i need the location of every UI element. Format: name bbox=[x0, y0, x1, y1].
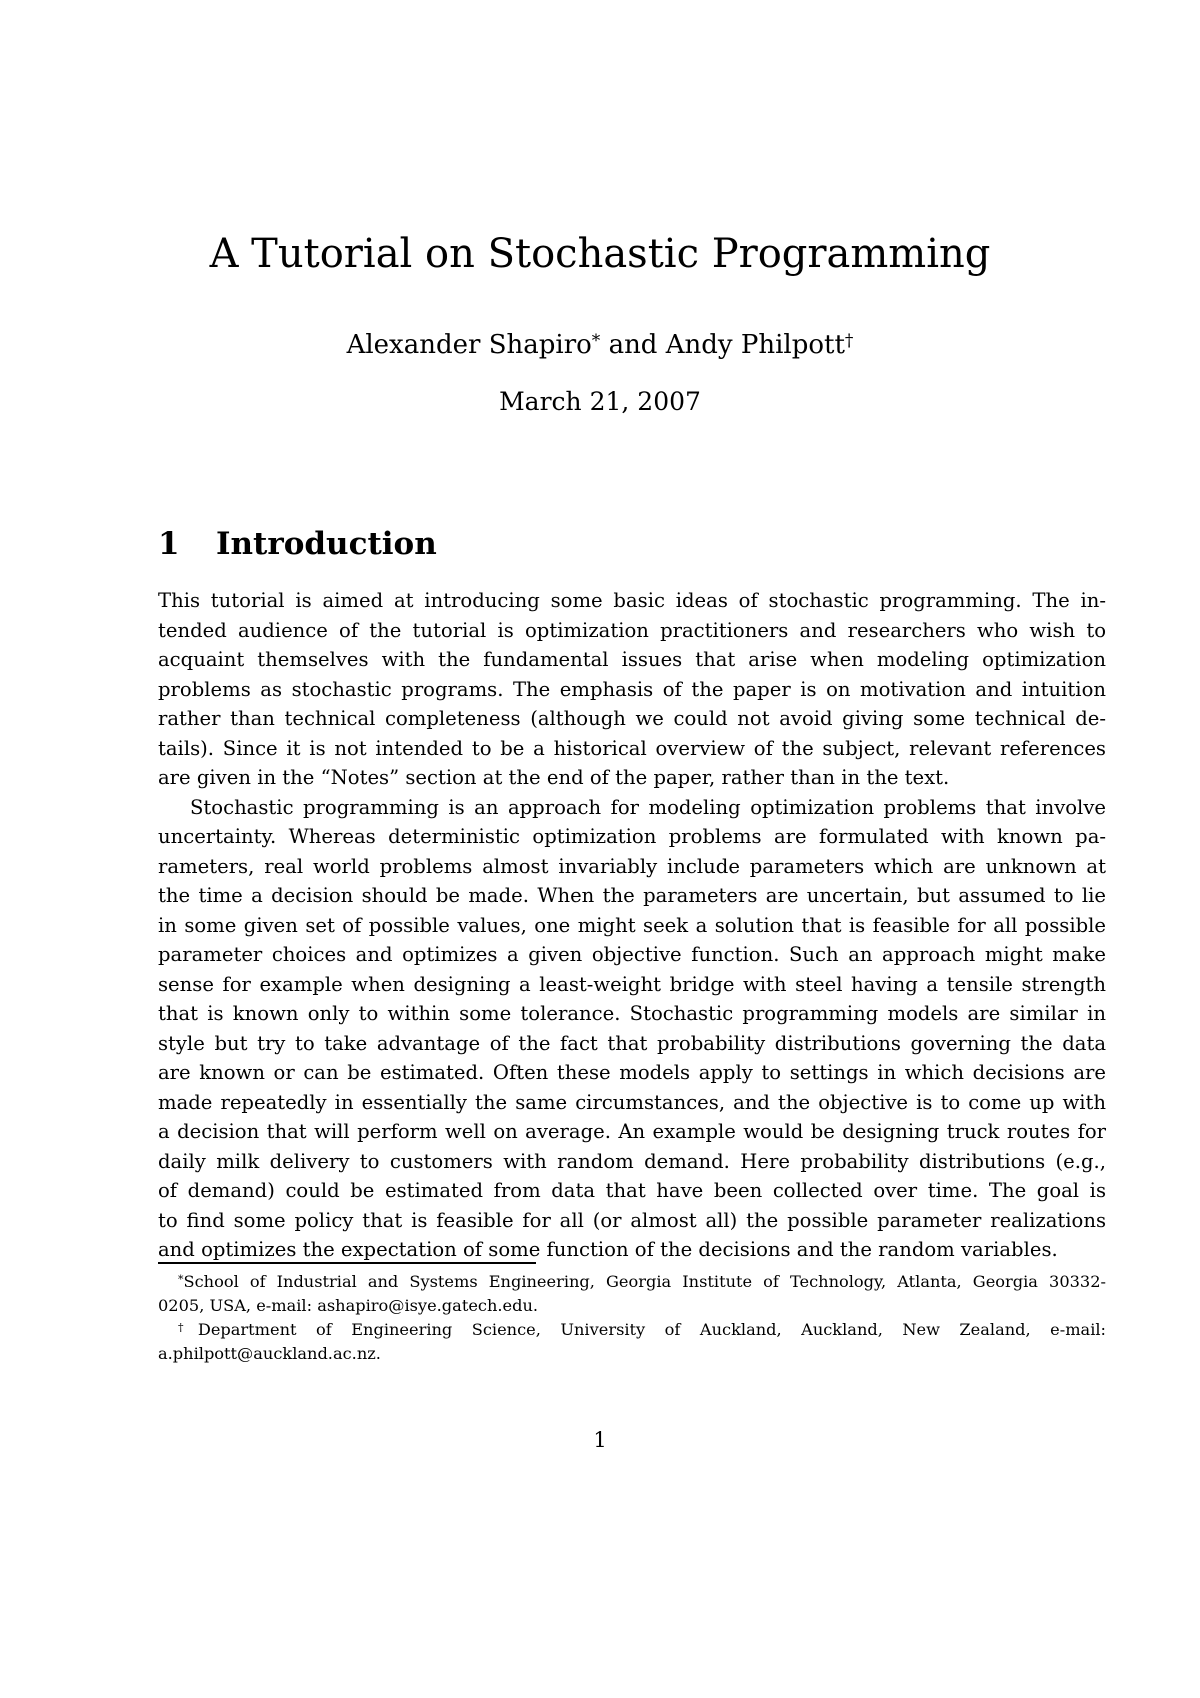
footnote-mark: * bbox=[178, 1273, 184, 1286]
footnote-email-shapiro: 0205, USA, e-mail: ashapiro@isye.gatech.edu. bbox=[158, 1296, 539, 1315]
text-line: rather than technical completeness (although we could not avoid giving some technical de- bbox=[158, 707, 1106, 730]
footnote-affiliation-philpott bbox=[158, 1318, 1106, 1342]
author-shapiro: Alexander Shapiro bbox=[346, 330, 592, 360]
text-line: a decision that will perform well on average. An example would be designing truck routes for bbox=[158, 1120, 1106, 1143]
author-connector: and bbox=[608, 330, 658, 360]
text-line: sense for example when designing a least-weight bridge with steel having a tensile strength bbox=[158, 972, 1106, 996]
text-line: daily milk delivery to customers with random demand. Here probability distributions (e.g., bbox=[158, 1149, 1106, 1173]
text-line: acquaint themselves with the fundamental issues that arise when modeling optimization bbox=[158, 648, 1106, 671]
text-line: parameter choices and optimizes a given objective function. Such an approach might make bbox=[158, 943, 1106, 966]
text-line: style but try to take advantage of the fact that probability distributions governing the data bbox=[158, 1031, 1106, 1055]
text-line: problems as stochastic programs. The emphasis of the paper is on motivation and intuition bbox=[158, 677, 1106, 701]
footnote-divider bbox=[158, 1262, 536, 1264]
text-line: tended audience of the tutorial is optimization practitioners and researchers who wish to bbox=[158, 618, 1106, 642]
paragraph-2 bbox=[158, 793, 1106, 1265]
text-line: that is known only to within some tolerance. Stochastic programming models are similar in bbox=[158, 1002, 1106, 1025]
author-list bbox=[0, 327, 1200, 363]
text-line: tails). Since it is not intended to be a historical overview of the subject, relevant references bbox=[158, 736, 1106, 760]
text-line: of demand) could be estimated from data that have been collected over time. The goal is bbox=[158, 1179, 1106, 1202]
text-line: in some given set of possible values, one might seek a solution that is feasible for all possible bbox=[158, 913, 1106, 937]
author-philpott: Andy Philpott bbox=[665, 330, 845, 360]
text-line: the time a decision should be made. When the parameters are uncertain, but assumed to lie bbox=[158, 884, 1106, 907]
text-line: to find some policy that is feasible for all (or almost all) the possible parameter realizations bbox=[158, 1208, 1106, 1232]
section-title: Introduction bbox=[216, 526, 437, 562]
paragraph-1 bbox=[158, 586, 1106, 793]
text-line: are known or can be estimated. Often these models apply to settings in which decisions are bbox=[158, 1061, 1106, 1084]
footnote-text: School of Industrial and Systems Engineering, Georgia Institute of Technology, Atlanta, Georgia 30332- bbox=[183, 1272, 1106, 1291]
footnote-text: Department of Engineering Science, University of Auckland, Auckland, New Zealand, e-mail: bbox=[197, 1320, 1107, 1339]
section-number: 1 bbox=[158, 526, 180, 562]
text-line: and optimizes the expectation of some function of the decisions and the random variables. bbox=[158, 1238, 1058, 1261]
text-line: uncertainty. Whereas deterministic optimization problems are formulated with known pa- bbox=[158, 825, 1106, 848]
author-philpott-footnote-mark: † bbox=[844, 331, 854, 351]
page-number: 1 bbox=[593, 1428, 607, 1452]
text-line: made repeatedly in essentially the same circumstances, and the objective is to come up with bbox=[158, 1090, 1106, 1114]
footnote-affiliation-shapiro bbox=[158, 1270, 1106, 1294]
text-line: This tutorial is aimed at introducing some basic ideas of stochastic programming. The in- bbox=[158, 589, 1106, 612]
paper-date: March 21, 2007 bbox=[499, 387, 701, 416]
paper-title: A Tutorial on Stochastic Programming bbox=[209, 231, 991, 277]
footnotes bbox=[158, 1270, 1106, 1366]
text-line: Stochastic programming is an approach for modeling optimization problems that involve bbox=[190, 795, 1106, 819]
footnote-mark: † bbox=[178, 1321, 198, 1334]
footnote-email-philpott: a.philpott@auckland.ac.nz. bbox=[158, 1344, 381, 1363]
text-line: rameters, real world problems almost invariably include parameters which are unknown at bbox=[158, 854, 1106, 878]
introduction-body bbox=[158, 586, 1106, 1265]
author-shapiro-footnote-mark: * bbox=[591, 331, 601, 351]
text-line: are given in the “Notes” section at the end of the paper, rather than in the text. bbox=[158, 766, 950, 789]
section-heading-introduction bbox=[158, 524, 437, 564]
